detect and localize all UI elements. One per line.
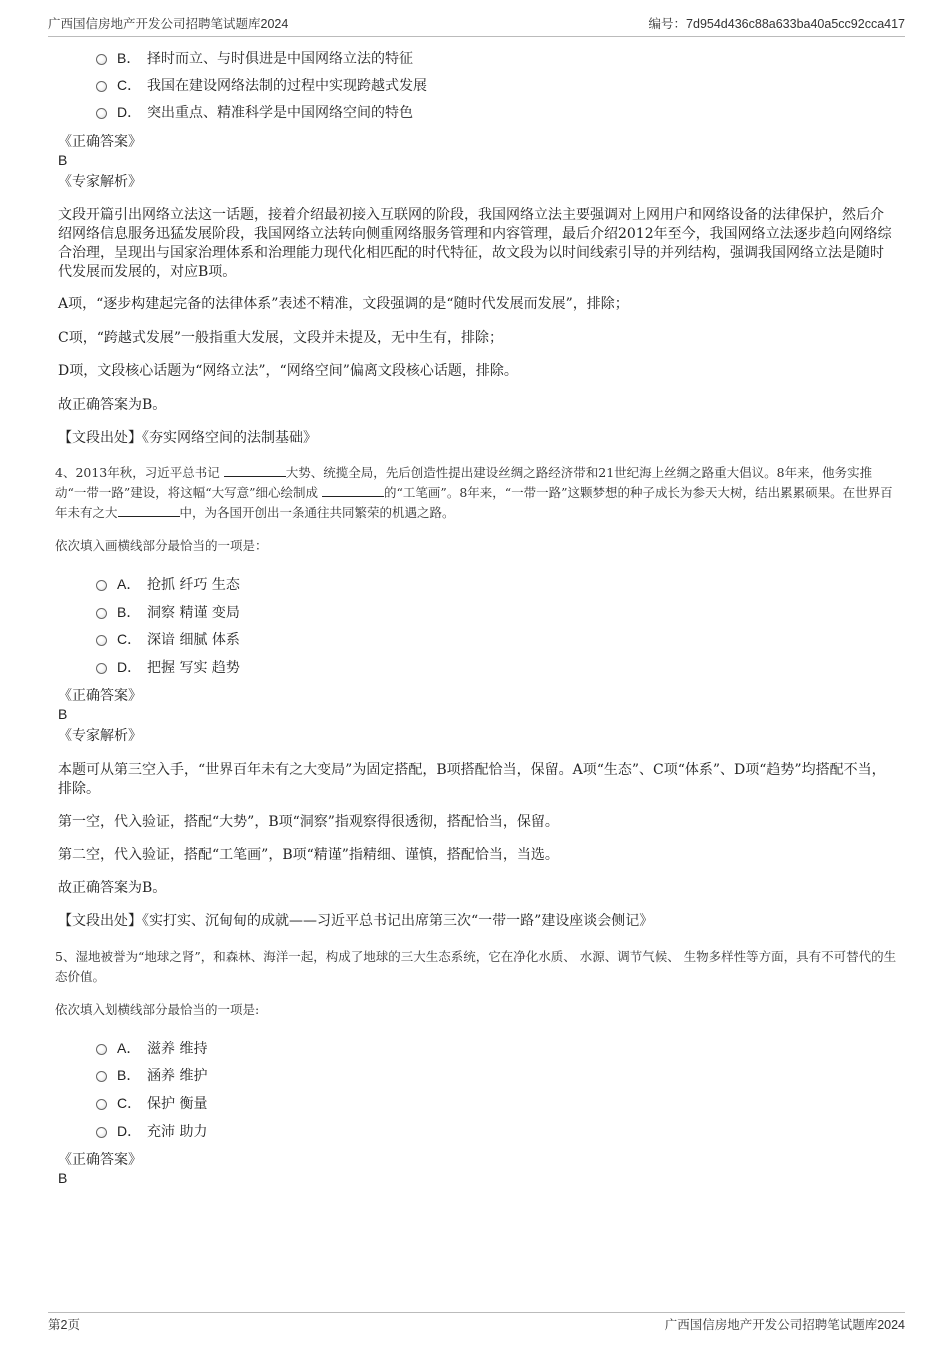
q4-stem-part: 4、2013年秋，习近平总书记 (55, 465, 224, 480)
q3-analysis-para-2: A项，“逐步构建起完备的法律体系”表述不精准，文段强调的是“随时代发展而发展”，排除； (58, 296, 629, 312)
option-letter: A． (117, 1040, 141, 1056)
radio-icon[interactable] (96, 1071, 107, 1082)
option-letter: B． (117, 1067, 141, 1083)
q3-analysis-para-4: D项，文段核心话题为“网络立法”，“网络空间”偏离文段核心话题，排除。 (58, 363, 518, 379)
q3-analysis-label: 《专家解析》 (58, 174, 142, 190)
radio-icon[interactable] (96, 663, 107, 674)
q5-option-b[interactable] (96, 1065, 207, 1085)
q4-option-a[interactable] (96, 574, 240, 594)
q3-analysis-para-1: 文段开篇引出网络立法这一话题，接着介绍最初接入互联网的阶段，我国网络立法主要强调对上网用户和网络设备的法律保护，然后介绍网络信息服务迅猛发展阶段，我国网络立法转向侧重网络服务管理和内容管理，最后介绍2012年至今，我国网络立法逐步趋向网络综合治理，呈现出与国家治理体系和治理能力现代化相匹配的时代特征，故文段为以时间线索引导的并列结构，强调我国网络立法是随时代发展而发展的，对应B项。 (58, 207, 892, 280)
radio-icon[interactable] (96, 1099, 107, 1110)
q4-source: 【文段出处】《实打实、沉甸甸的成就——习近平总书记出席第三次“一带一路”建设座谈会侧记》 (58, 913, 654, 929)
option-letter: C． (117, 1095, 142, 1111)
option-letter: C． (117, 77, 142, 93)
radio-icon[interactable] (96, 108, 107, 119)
q5-option-c[interactable] (96, 1093, 207, 1113)
page-number: 第2页 (48, 1318, 80, 1332)
q5-option-d[interactable] (96, 1121, 207, 1141)
q4-analysis-para-2: 第一空，代入验证，搭配“大势”，B项“洞察”指观察得很透彻，搭配恰当，保留。 (58, 814, 559, 830)
option-text: 把握 写实 趋势 (147, 660, 240, 676)
q4-stem (55, 463, 897, 523)
fill-blank (118, 504, 180, 517)
q3-answer-label: 《正确答案》 (58, 134, 142, 150)
q4-analysis-para-3: 第二空，代入验证，搭配“工笔画”，B项“精谨”指精细、谨慎，搭配恰当，当选。 (58, 847, 559, 863)
fill-blank (322, 484, 384, 497)
option-text: 涵养 维护 (147, 1068, 208, 1084)
q5-stem: 5、湿地被誉为“地球之肾”，和森林、海洋一起，构成了地球的三大生态系统，它在净化水质、 水源、调节气候、 生物多样性等方面，具有不可替代的生态价值。 (55, 949, 897, 984)
q3-analysis-para-3: C项，“跨越式发展”一般指重大发展，文段并未提及，无中生有，排除； (58, 330, 504, 346)
option-text: 保护 衡量 (147, 1096, 208, 1112)
header-doc-id: 编号：7d954d436c88a633ba40a5cc92cca417 (648, 17, 905, 31)
q4-analysis-para-1: 本题可从第三空入手，“世界百年未有之大变局”为固定搭配，B项搭配恰当，保留。A项“生态”、C项“体系”、D项“趋势”均搭配不当，排除。 (58, 762, 886, 797)
q5-option-a[interactable] (96, 1038, 207, 1058)
option-text: 滋养 维持 (147, 1041, 208, 1057)
q4-prompt: 依次填入画横线部分最恰当的一项是： (55, 538, 268, 553)
option-letter: D． (117, 659, 142, 675)
q4-answer-label: 《正确答案》 (58, 688, 142, 704)
option-letter: D． (117, 1123, 142, 1139)
q5-answer: B (58, 1170, 68, 1186)
fill-blank (224, 464, 286, 477)
option-text: 洞察 精谨 变局 (147, 605, 240, 621)
q5-prompt: 依次填入划横线部分最恰当的一项是: (55, 1002, 260, 1017)
q3-option-d[interactable] (96, 102, 413, 122)
radio-icon[interactable] (96, 635, 107, 646)
option-letter: C． (117, 631, 142, 647)
option-text: 择时而立、与时俱进是中国网络立法的特征 (147, 51, 413, 67)
q5-answer-label: 《正确答案》 (58, 1152, 142, 1168)
q4-stem-part: 中，为各国开创出一条通往共同繁荣的机遇之路。 (179, 505, 455, 520)
option-text: 我国在建设网络法制的过程中实现跨越式发展 (147, 78, 427, 94)
option-text: 抢抓 纤巧 生态 (147, 577, 240, 593)
option-letter: B． (117, 50, 141, 66)
q3-answer: B (58, 152, 68, 168)
option-letter: D． (117, 104, 142, 120)
option-text: 突出重点、精准科学是中国网络空间的特色 (147, 105, 413, 121)
q3-analysis-para-5: 故正确答案为B。 (58, 397, 167, 413)
option-letter: A． (117, 576, 141, 592)
page-footer (48, 1312, 905, 1333)
q4-option-c[interactable] (96, 629, 240, 649)
q3-source: 【文段出处】《夯实网络空间的法制基础》 (58, 430, 317, 446)
radio-icon[interactable] (96, 1127, 107, 1138)
radio-icon[interactable] (96, 580, 107, 591)
q3-option-b[interactable] (96, 48, 413, 68)
q3-option-c[interactable] (96, 75, 427, 95)
q4-analysis-para-4: 故正确答案为B。 (58, 880, 167, 896)
header-title: 广西国信房地产开发公司招聘笔试题库2024 (48, 17, 289, 31)
radio-icon[interactable] (96, 608, 107, 619)
q4-option-b[interactable] (96, 602, 240, 622)
option-text: 充沛 助力 (147, 1124, 208, 1140)
q4-analysis-label: 《专家解析》 (58, 728, 142, 744)
radio-icon[interactable] (96, 81, 107, 92)
footer-title: 广西国信房地产开发公司招聘笔试题库2024 (664, 1318, 905, 1332)
q4-stem-part: 的“工笔画”。8年来，“一带一路”这颗梦想的种子成长为参天大树，结出累累硕果。在世界百年未有之大 (55, 485, 893, 520)
option-letter: B． (117, 604, 141, 620)
q4-stem-part: 大势、统揽全局，先后创造性提出建设丝绸之路经济带和21世纪海上丝绸之路重大倡议。8年来，他务实推动“一带一路”建设，将这幅“大写意”细心绘制成 (55, 465, 873, 500)
q4-answer: B (58, 706, 68, 722)
radio-icon[interactable] (96, 54, 107, 65)
option-text: 深谙 细腻 体系 (147, 632, 240, 648)
q4-option-d[interactable] (96, 657, 240, 677)
page-header (48, 14, 905, 37)
radio-icon[interactable] (96, 1044, 107, 1055)
